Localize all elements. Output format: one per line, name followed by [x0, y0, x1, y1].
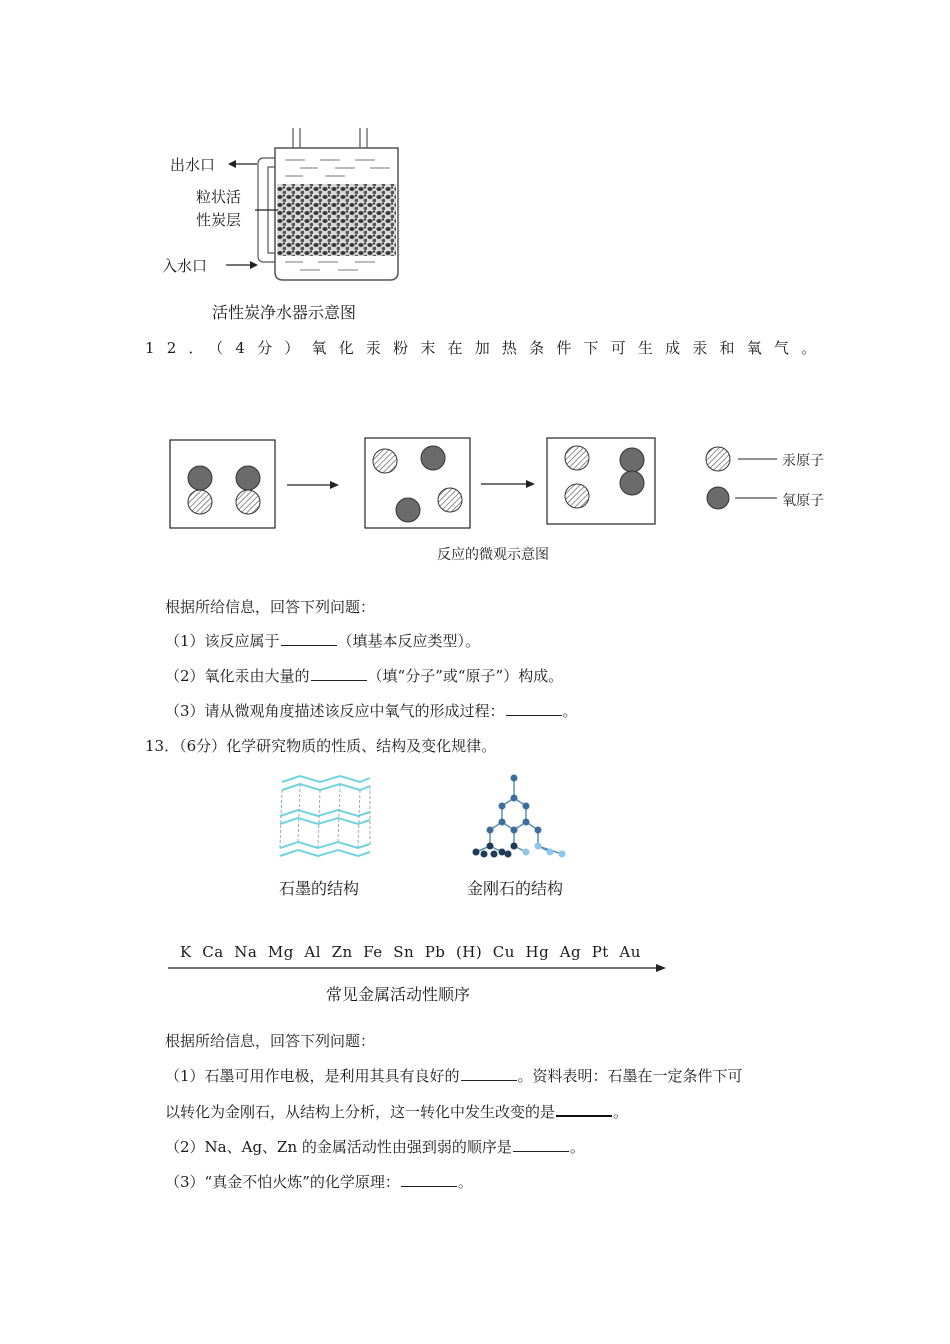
answer-blank[interactable]: [506, 701, 562, 716]
metal-symbol: Au: [619, 943, 641, 961]
graphite-illustration: [270, 772, 380, 862]
purifier-diagram: [160, 122, 420, 332]
legend-oxygen-label: 氧原子: [782, 493, 824, 509]
metal-symbol: (H): [455, 943, 483, 961]
diamond-structure: [462, 770, 572, 865]
metal-symbol: Pt: [591, 943, 609, 961]
diamond-caption: 金刚石的结构: [467, 879, 564, 898]
q13-part1-text: （1）石墨可用作电极，是利用其具有良好的: [165, 1067, 460, 1085]
metal-symbol: Fe: [363, 943, 383, 961]
reaction-illustration: [165, 430, 845, 540]
diamond-illustration: [462, 770, 572, 865]
q13-part2: [165, 1136, 585, 1157]
purifier-caption: 活性炭净水器示意图: [212, 303, 357, 322]
answer-blank[interactable]: [461, 1066, 517, 1081]
q13-stem: 13．（6分）化学研究物质的性质、结构及变化规律。: [145, 737, 497, 755]
layer-label-line2: 性炭层: [196, 211, 242, 229]
q12-intro: 根据所给信息，回答下列问题：: [165, 598, 376, 616]
q13-part1: [165, 1065, 743, 1086]
q12-part3-end: 。: [562, 702, 578, 720]
graphite-caption: 石墨的结构: [279, 879, 360, 898]
q13-part3: [165, 1171, 473, 1192]
metal-symbol: Ca: [202, 943, 224, 961]
q13-part1-cont: 。资料表明：石墨在一定条件下可: [517, 1067, 743, 1085]
metal-symbol: K: [180, 943, 192, 961]
q12-part2: [165, 665, 563, 686]
q13-part3-text: （3）“真金不怕火炼”的化学原理：: [165, 1173, 400, 1191]
legend-mercury-label: 汞原子: [782, 453, 824, 469]
q12-part1-text: （1）该反应属于: [165, 632, 280, 650]
metal-symbol: Mg: [267, 943, 294, 961]
metal-activity-series: [180, 943, 641, 961]
metal-symbol: Hg: [525, 943, 550, 961]
q13-part2-end: 。: [569, 1138, 585, 1156]
layer-label-line1: 粒状活: [196, 188, 242, 206]
answer-blank[interactable]: [401, 1172, 457, 1187]
metal-symbol: Sn: [393, 943, 415, 961]
q13-part2-text: （2）Na、Ag、Zn 的金属活动性由强到弱的顺序是: [165, 1138, 512, 1156]
metal-symbol: Na: [234, 943, 258, 961]
answer-blank[interactable]: [311, 666, 367, 681]
q13-intro: 根据所给信息，回答下列问题：: [165, 1032, 376, 1050]
q12-part2-hint: （填“分子”或“原子”）构成。: [367, 667, 564, 685]
q13-part1-line2: [165, 1101, 628, 1122]
metal-symbol: Al: [304, 943, 322, 961]
answer-blank[interactable]: [556, 1101, 612, 1117]
answer-blank[interactable]: [513, 1137, 569, 1152]
activity-arrow: [168, 962, 668, 974]
metal-symbol: Pb: [424, 943, 446, 961]
reaction-diagram-caption: 反应的微观示意图: [437, 547, 549, 563]
reaction-diagram: [165, 430, 845, 570]
activity-series-caption: 常见金属活动性顺序: [326, 985, 471, 1004]
q12-part2-text: （2）氧化汞由大量的: [165, 667, 310, 685]
metal-symbol: Zn: [331, 943, 353, 961]
q12-part1-hint: （填基本反应类型）。: [337, 632, 481, 650]
inlet-label: 入水口: [162, 257, 208, 275]
q13-part1-end: 。: [613, 1103, 629, 1121]
metal-symbol: Cu: [492, 943, 515, 961]
q13-part3-end: 。: [457, 1173, 473, 1191]
answer-blank[interactable]: [281, 631, 337, 646]
metal-symbol: Ag: [559, 943, 582, 961]
q12-part3-text: （3）请从微观角度描述该反应中氧气的形成过程：: [165, 702, 505, 720]
q12-part3: [165, 700, 578, 721]
q12-stem: 12．（4分）氧化汞粉末在加热条件下可生成汞和氧气。: [145, 339, 829, 357]
q12-part1: [165, 630, 480, 651]
outlet-label: 出水口: [170, 156, 216, 174]
q13-part1-line2-text: 以转化为金刚石，从结构上分析，这一转化中发生改变的是: [165, 1103, 556, 1121]
graphite-structure: [270, 772, 380, 862]
